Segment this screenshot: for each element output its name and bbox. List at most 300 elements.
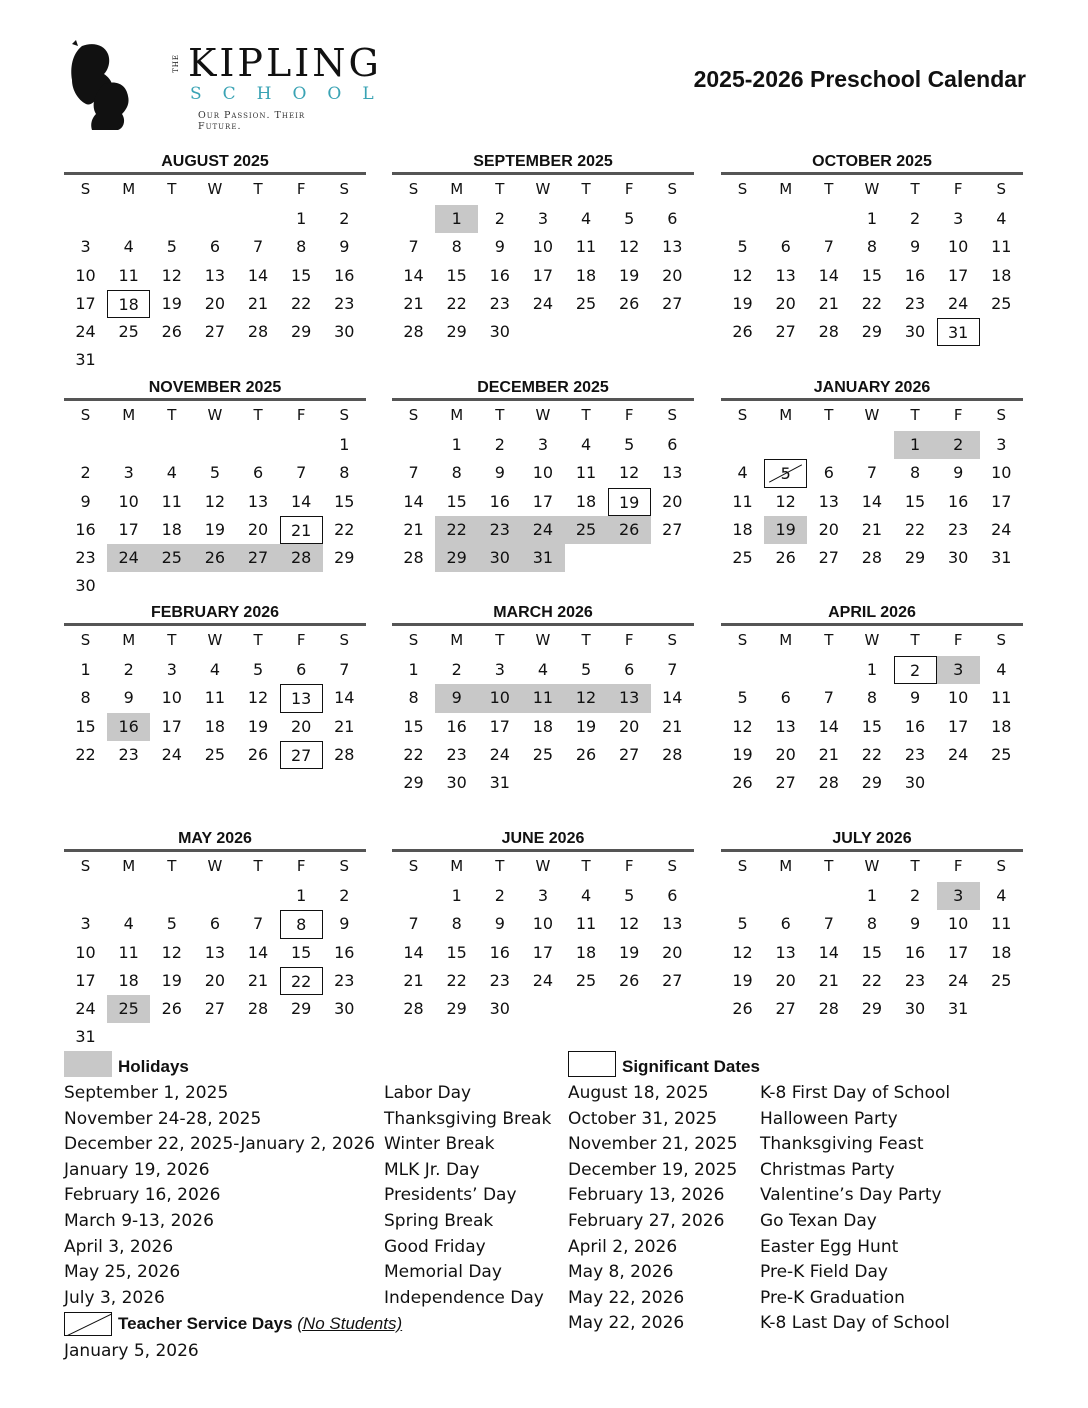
day-cell: 16 [904,265,926,285]
holiday-name: Good Friday [384,1236,486,1257]
day-cell: 7 [823,914,834,934]
day-cell: 22 [861,744,883,764]
holiday-name: Thanksgiving Break [384,1108,552,1129]
day-cell: 3 [80,237,91,257]
month-grid [721,854,1023,1023]
day-cell: 30 [75,576,96,596]
day-header: W [535,631,551,649]
day-header: S [996,631,1007,649]
day-cell: 18 [575,942,597,962]
day-cell: 18 [732,519,753,539]
day-cell: 21 [818,744,839,764]
month-name: FEBRUARY 2026 [150,604,280,621]
day-header: F [624,180,634,198]
day-cell: 9 [80,491,91,511]
day-header: S [667,406,678,424]
month-grid [64,403,366,600]
month-november-2025 [64,378,366,600]
day-cell: 4 [996,886,1007,906]
day-header: S [80,631,91,649]
month-grid [721,628,1023,797]
day-cell: 14 [247,942,269,962]
day-cell: 13 [775,942,796,962]
day-cell: 9 [909,688,921,708]
day-cell: 5 [737,237,748,257]
logo-school: SCHOOL [190,84,395,104]
holiday-day-cell: 25 [107,995,150,1023]
day-cell: 16 [446,716,467,736]
day-cell: 14 [403,942,424,962]
day-cell: 6 [667,435,678,455]
day-cell: 8 [80,688,91,708]
day-cell: 27 [204,998,226,1018]
day-cell: 23 [75,547,96,567]
day-cell: 16 [334,265,355,285]
day-cell: 24 [532,293,554,313]
day-cell: 18 [575,491,597,511]
day-cell: 18 [991,265,1012,285]
day-cell: 11 [204,688,226,708]
day-header: T [581,406,591,424]
teacher-service-date: January 5, 2026 [64,1341,199,1361]
significant-date: August 18, 2025 [568,1083,709,1103]
significant-day-cell: 13 [280,684,323,712]
day-cell: 1 [866,660,878,680]
day-header: F [624,406,634,424]
empty-cell [150,882,193,910]
month-grid [721,403,1023,572]
day-header: F [296,631,306,649]
day-cell: 21 [334,716,355,736]
day-header: F [624,857,634,875]
day-cell: 3 [80,914,91,934]
day-cell: 5 [166,914,177,934]
day-header: F [296,857,306,875]
day-cell: 2 [909,886,921,906]
month-name: OCTOBER 2025 [812,153,932,170]
day-header: S [408,857,419,875]
day-cell: 11 [161,491,182,511]
day-cell: 11 [991,237,1012,257]
day-cell: 29 [403,772,424,792]
day-cell: 1 [451,435,462,455]
day-cell: 21 [403,293,424,313]
empty-cell [237,205,280,233]
day-cell: 15 [861,716,883,736]
day-cell: 2 [339,886,350,906]
day-cell: 25 [118,321,139,341]
empty-cell [107,205,150,233]
significant-name: K-8 First Day of School [760,1083,951,1103]
day-header: S [667,180,678,198]
day-cell: 30 [904,998,926,1018]
holiday-day-cell: 27 [237,544,280,572]
day-cell: 20 [247,519,269,539]
empty-cell [193,882,236,910]
day-cell: 14 [291,491,312,511]
day-cell: 26 [161,321,182,341]
significant-name: Christmas Party [760,1159,895,1180]
day-cell: 21 [861,519,883,539]
logo-the: THE [172,54,180,73]
empty-cell [764,205,807,233]
day-cell: 4 [996,660,1007,680]
day-header: T [910,406,920,424]
day-cell: 26 [732,321,753,341]
day-cell: 3 [123,463,134,483]
holiday-day-cell: 25 [150,544,193,572]
day-cell: 2 [123,660,134,680]
day-header: T [253,857,263,875]
day-cell: 13 [775,265,796,285]
day-cell: 19 [732,744,753,764]
day-header: S [996,180,1007,198]
day-cell: 9 [909,914,921,934]
day-header: F [296,180,306,198]
day-cell: 28 [403,547,424,567]
day-cell: 22 [334,519,355,539]
day-cell: 17 [118,519,139,539]
empty-cell [107,882,150,910]
holiday-day-cell: 2 [937,431,980,459]
day-cell: 18 [204,716,226,736]
day-header: M [779,180,793,198]
day-cell: 11 [575,463,597,483]
month-december-2025 [392,378,694,572]
empty-cell [721,431,764,459]
day-cell: 30 [948,547,969,567]
day-cell: 11 [575,914,597,934]
day-cell: 30 [334,321,355,341]
day-cell: 2 [494,209,505,229]
day-cell: 27 [662,970,683,990]
day-header: S [996,857,1007,875]
day-cell: 19 [619,265,640,285]
day-cell: 15 [75,716,96,736]
day-cell: 10 [532,914,554,934]
day-cell: 5 [737,688,748,708]
day-cell: 6 [780,237,791,257]
significant-date: May 22, 2026 [568,1287,685,1308]
day-cell: 10 [161,688,182,708]
day-cell: 25 [991,293,1012,313]
day-cell: 14 [334,688,355,708]
day-cell: 20 [204,293,226,313]
significant-day-cell: 2 [894,656,937,684]
day-cell: 9 [494,463,505,483]
day-cell: 23 [904,970,926,990]
day-header: W [864,180,880,198]
day-cell: 20 [662,491,683,511]
day-cell: 20 [204,970,226,990]
day-cell: 14 [818,942,839,962]
empty-cell [193,205,236,233]
day-cell: 10 [118,491,139,511]
day-cell: 7 [252,237,264,257]
day-cell: 23 [904,293,926,313]
empty-cell [107,431,150,459]
day-cell: 27 [204,321,226,341]
day-header: T [253,631,263,649]
day-cell: 23 [334,293,355,313]
day-header: M [450,406,464,424]
day-cell: 14 [247,265,269,285]
day-cell: 23 [948,519,969,539]
day-cell: 13 [204,942,226,962]
holiday-day-cell: 24 [521,516,564,544]
day-cell: 6 [624,660,635,680]
day-cell: 15 [446,942,467,962]
day-cell: 9 [339,237,350,257]
day-header: T [910,180,920,198]
day-cell: 23 [904,744,926,764]
month-august-2025 [64,152,366,374]
day-cell: 10 [532,463,554,483]
day-cell: 7 [823,688,834,708]
day-cell: 23 [118,744,139,764]
day-cell: 30 [489,321,510,341]
day-cell: 4 [123,237,134,257]
day-cell: 7 [252,914,264,934]
day-cell: 2 [494,886,505,906]
holiday-date: September 1, 2025 [64,1083,229,1103]
day-cell: 28 [662,744,683,764]
logo-name: KIPLING [188,41,382,85]
day-cell: 12 [619,914,640,934]
day-header: W [864,406,880,424]
holiday-swatch [64,1051,112,1077]
empty-cell [193,431,236,459]
significant-day-cell: 18 [107,290,150,318]
day-header: S [667,631,678,649]
day-cell: 6 [209,237,221,257]
significant-name: Go Texan Day [760,1210,877,1231]
day-cell: 26 [619,293,640,313]
day-cell: 21 [818,970,839,990]
significant-name: Thanksgiving Feast [760,1134,924,1155]
month-rule [64,398,366,401]
significant-names-list [760,1081,950,1337]
month-grid [392,403,694,572]
day-header: T [824,180,834,198]
day-cell: 6 [823,463,834,483]
significant-date: May 8, 2026 [568,1262,674,1283]
day-cell: 5 [580,660,592,680]
holiday-day-cell: 19 [764,516,807,544]
silhouette-icon [64,40,174,132]
day-cell: 2 [909,209,921,229]
day-cell: 1 [866,209,878,229]
holiday-name: Winter Break [384,1134,495,1155]
day-cell: 19 [732,293,753,313]
day-cell: 14 [403,491,424,511]
day-cell: 10 [75,265,96,285]
day-cell: 3 [953,209,964,229]
day-cell: 4 [537,660,549,680]
day-cell: 30 [904,321,926,341]
day-cell: 27 [818,547,839,567]
empty-cell [721,205,764,233]
day-header: F [953,406,963,424]
day-cell: 13 [662,463,683,483]
significant-day-cell: 31 [937,318,980,346]
empty-cell [807,882,850,910]
day-cell: 2 [494,435,505,455]
holiday-day-cell: 25 [565,516,608,544]
day-cell: 20 [775,744,796,764]
day-cell: 23 [489,293,510,313]
day-cell: 8 [909,463,921,483]
day-header: T [581,180,591,198]
day-cell: 31 [948,998,969,1018]
empty-cell [150,431,193,459]
day-cell: 12 [732,265,753,285]
day-header: T [824,631,834,649]
significant-day-cell: 21 [280,516,323,544]
day-cell: 27 [775,772,796,792]
month-grid [64,177,366,374]
month-september-2025 [392,152,694,346]
month-name: JUNE 2026 [501,830,585,847]
holiday-name: Labor Day [384,1083,472,1103]
significant-name: K-8 Last Day of School [760,1313,950,1334]
teacher-service-dates [64,1339,199,1365]
day-cell: 8 [866,914,878,934]
day-cell: 23 [334,970,355,990]
day-cell: 15 [291,942,312,962]
day-cell: 26 [247,744,269,764]
day-header: M [779,631,793,649]
day-cell: 24 [991,519,1012,539]
day-cell: 27 [662,519,683,539]
month-grid [64,628,366,769]
day-header: T [910,631,920,649]
day-cell: 10 [532,237,554,257]
month-january-2026 [721,378,1023,572]
day-cell: 7 [408,463,419,483]
holiday-day-cell: 23 [478,516,521,544]
day-cell: 7 [296,463,307,483]
empty-cell [150,205,193,233]
day-cell: 4 [166,463,177,483]
day-header: W [207,180,223,198]
month-grid [721,177,1023,346]
day-cell: 1 [80,660,91,680]
holiday-day-cell: 3 [937,656,980,684]
day-header: F [296,406,306,424]
day-cell: 6 [296,660,307,680]
holiday-date: December 22, 2025-January 2, 2026 [64,1134,376,1155]
empty-cell [721,882,764,910]
day-header: T [495,180,505,198]
day-cell: 15 [446,491,467,511]
holiday-day-cell: 1 [894,431,937,459]
day-cell: 24 [75,321,96,341]
significant-name: Easter Egg Hunt [760,1236,899,1257]
day-header: M [450,857,464,875]
day-cell: 6 [667,886,678,906]
month-rule [64,172,366,175]
day-cell: 30 [489,998,510,1018]
day-cell: 9 [494,914,505,934]
holiday-day-cell: 26 [193,544,236,572]
day-cell: 18 [991,716,1012,736]
day-cell: 17 [948,265,969,285]
holiday-date: April 3, 2026 [64,1236,174,1257]
day-cell: 30 [904,772,926,792]
day-header: S [667,857,678,875]
day-cell: 26 [575,744,597,764]
significant-name: Halloween Party [760,1108,898,1129]
day-cell: 22 [446,970,467,990]
day-cell: 10 [991,463,1012,483]
day-cell: 8 [296,237,307,257]
month-rule [721,398,1023,401]
day-cell: 17 [161,716,182,736]
month-rule [392,849,694,852]
day-header: T [253,180,263,198]
day-cell: 22 [291,293,312,313]
day-cell: 12 [732,716,753,736]
teacher-service-day-cell: 5 [764,459,807,487]
day-cell: 17 [532,491,554,511]
day-cell: 10 [75,942,96,962]
day-header: S [737,180,748,198]
day-cell: 2 [451,660,462,680]
day-cell: 3 [537,209,549,229]
day-header: S [737,857,748,875]
day-cell: 22 [904,519,926,539]
significant-dates-list [568,1081,738,1337]
holiday-date: January 19, 2026 [64,1159,210,1180]
day-header: M [450,180,464,198]
holiday-name: MLK Jr. Day [384,1159,480,1180]
day-header: T [495,631,505,649]
day-cell: 25 [575,293,597,313]
day-cell: 30 [446,772,467,792]
day-cell: 1 [408,660,419,680]
month-rule [721,849,1023,852]
significant-swatch [568,1051,616,1077]
day-cell: 4 [580,886,592,906]
day-cell: 4 [123,914,134,934]
day-cell: 3 [537,886,549,906]
day-header: M [122,180,136,198]
month-june-2026 [392,829,694,1023]
day-cell: 5 [737,914,748,934]
day-cell: 15 [904,491,926,511]
day-cell: 29 [904,547,926,567]
holiday-day-cell: 1 [435,205,478,233]
day-header: S [80,857,91,875]
empty-cell [850,431,893,459]
month-name: DECEMBER 2025 [477,379,609,396]
day-cell: 18 [575,265,597,285]
holiday-day-cell: 16 [107,713,150,741]
month-grid [392,854,694,1023]
day-cell: 23 [489,970,510,990]
month-name: NOVEMBER 2025 [148,379,282,396]
day-header: W [207,631,223,649]
month-april-2026 [721,603,1023,797]
month-july-2026 [721,829,1023,1023]
holiday-day-cell: 30 [478,544,521,572]
day-cell: 8 [339,463,350,483]
day-cell: 5 [624,886,635,906]
day-cell: 12 [732,942,753,962]
day-cell: 13 [662,237,683,257]
empty-cell [280,431,323,459]
